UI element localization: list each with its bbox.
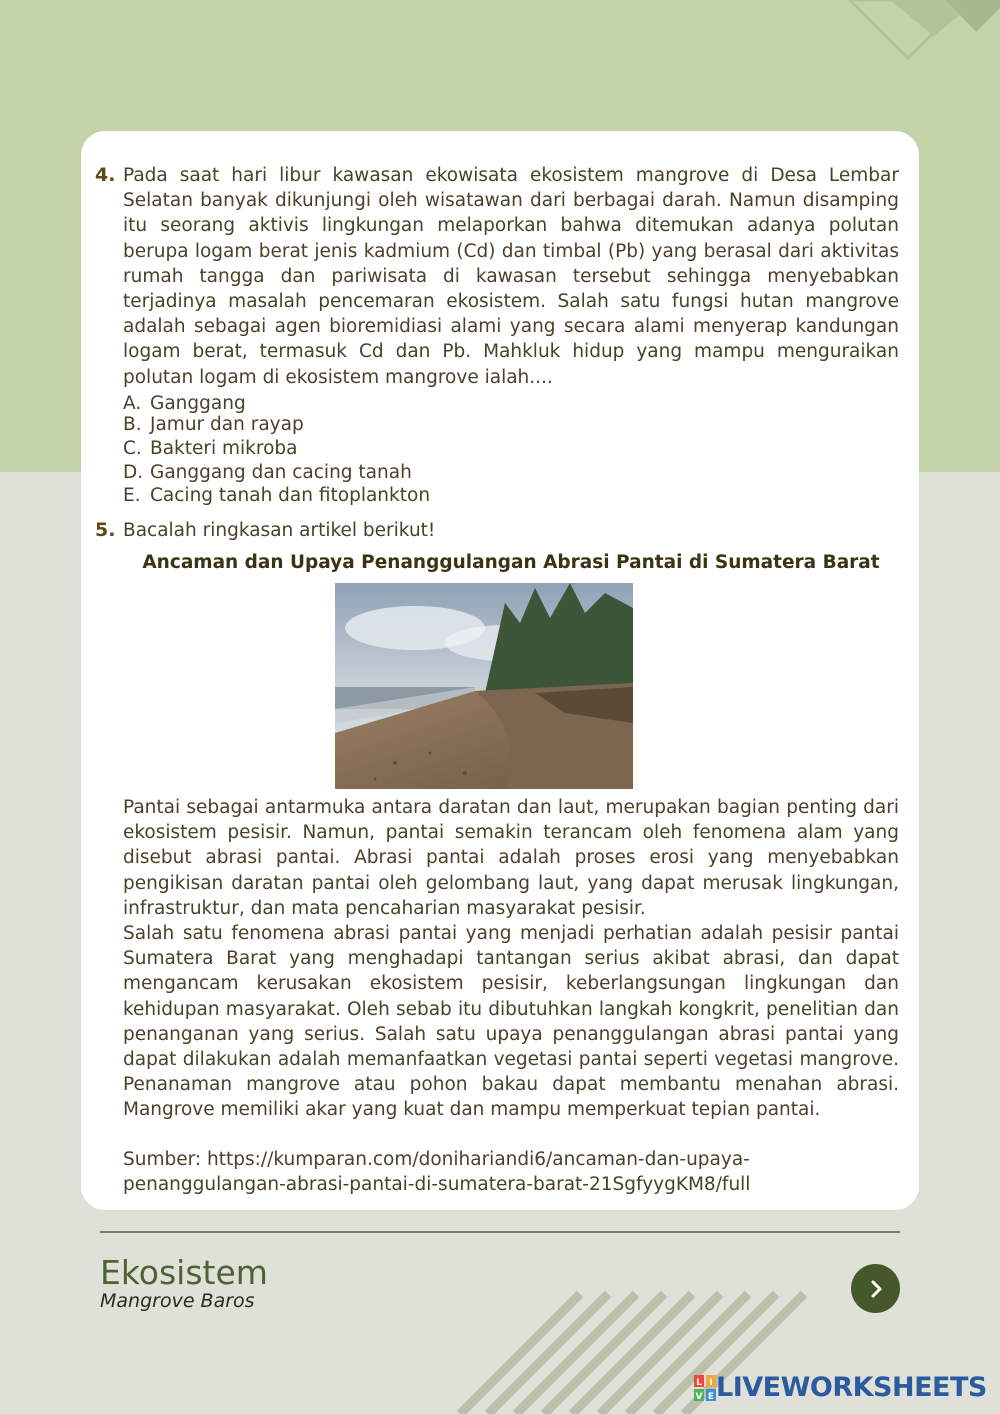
liveworksheets-logo-icon <box>694 1375 716 1401</box>
liveworksheets-brand <box>694 1372 987 1403</box>
source-line-1: Sumber: https://kumparan.com/donihariandi6/ancaman-dan-upaya- <box>123 1149 750 1170</box>
option-text: Bakteri mikroba <box>150 438 298 459</box>
source-line-2: penanggulangan-abrasi-pantai-di-sumatera-barat-21SgfyygKM8/full <box>123 1174 751 1196</box>
option-letter: C. <box>123 438 142 459</box>
chevron-right-icon <box>865 1278 887 1300</box>
option-d[interactable] <box>123 462 412 483</box>
logo-letter-v: V <box>695 1391 703 1401</box>
question-text: Pada saat hari libur kawasan ekowisata ekosistem mangrove di Desa Lembar Selatan banyak dikunjungi oleh wisatawan dari berbagai darah. Namun disamping itu seorang aktivis lingkungan melaporkan bahwa ditemukan adanya polutan berupa logam berat jenis kadmium (Cd) dan timbal (Pb) yang berasal dari aktivitas rumah tangga dan pariwisata di kawasan tersebut sehingga menyebabkan terjadinya masalah pencemaran ekosistem. Salah satu fungsi hutan mangrove adalah sebagai agen bioremidiasi alami yang secara alami menyerap kandungan logam berat, termasuk Cd dan Pb. Mahkluk hidup yang mampu menguraikan polutan logam di ekosistem mangrove ialah.... <box>123 165 899 388</box>
option-letter: B. <box>123 414 142 435</box>
next-page-button[interactable] <box>851 1264 900 1313</box>
question-number: 5. <box>95 519 116 541</box>
logo-letter-i: I <box>709 1377 713 1388</box>
option-b[interactable] <box>123 414 304 435</box>
footer-title: Ekosistem <box>100 1253 268 1292</box>
footer-divider <box>100 1231 900 1233</box>
option-letter: A. <box>123 393 142 414</box>
corner-diamond-decoration <box>830 0 1000 62</box>
option-a[interactable] <box>123 393 246 414</box>
beach-abrasion-photo <box>335 583 633 789</box>
footer-subtitle: Mangrove Baros <box>100 1290 255 1312</box>
article-body <box>123 795 899 1123</box>
question-number: 4. <box>95 164 116 186</box>
option-letter: D. <box>123 462 144 483</box>
article-paragraph-1: Pantai sebagai antarmuka antara daratan dan laut, merupakan bagian penting dari ekosistem pesisir. Namun, pantai semakin terancam oleh fenomena alam yang disebut abrasi pantai. Abrasi pantai adalah proses erosi yang menyebabkan pengikisan daratan pantai oleh gelombang laut, yang dapat merusak lingkungan, infrastruktur, dan mata pencaharian masyarakat pesisir. <box>123 797 899 919</box>
logo-letter-l: L <box>696 1377 702 1388</box>
option-e[interactable] <box>123 485 430 506</box>
option-text: Cacing tanah dan fitoplankton <box>150 485 431 506</box>
option-c[interactable] <box>123 438 297 459</box>
article-title: Ancaman dan Upaya Penanggulangan Abrasi Pantai di Sumatera Barat <box>142 552 880 573</box>
content-card <box>81 131 919 1210</box>
article-source <box>123 1147 899 1197</box>
option-letter: E. <box>123 485 141 506</box>
question-intro: Bacalah ringkasan artikel berikut! <box>123 520 436 541</box>
option-text: Jamur dan rayap <box>150 414 304 435</box>
option-text: Ganggang <box>150 393 246 414</box>
option-text: Ganggang dan cacing tanah <box>150 462 412 483</box>
brand-name: LIVEWORKSHEETS <box>716 1372 987 1403</box>
article-paragraph-2: Salah satu fenomena abrasi pantai yang menjadi perhatian adalah pesisir pantai Sumatera Barat yang menghadapi tantangan serius akibat abrasi, dan dapat mengancam kerusakan ekosistem pesisir, keberlangsungan lingkungan dan kehidupan masyarakat. Oleh sebab itu dibutuhkan langkah kongkrit, penelitian dan penanganan yang serius. Salah satu upaya penanggulangan abrasi pantai yang dapat dilakukan adalah memanfaatkan vegetasi pantai seperti vegetasi mangrove. Penanaman mangrove atau pohon bakau dapat membantu menahan abrasi. Mangrove memiliki akar yang kuat dan mampu memperkuat tepian pantai. <box>123 923 899 1121</box>
logo-letter-e: E <box>707 1391 715 1401</box>
